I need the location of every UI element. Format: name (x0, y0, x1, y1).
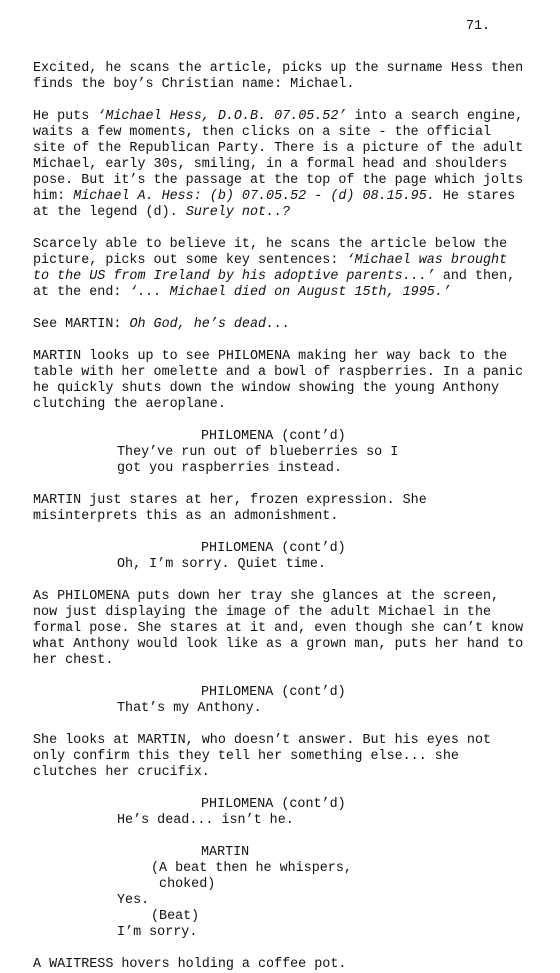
action-paragraph-9 (33, 957, 533, 973)
action-line: misinterprets this as an admonishment. (33, 509, 339, 524)
text-run: and then, (434, 269, 516, 284)
text-run: at the legend (d). (33, 205, 186, 220)
action-line: Scarcely able to believe it, he scans the article below the (33, 237, 508, 252)
action-paragraph-7 (33, 589, 533, 669)
action-line (33, 269, 533, 285)
action-line: he quickly shuts down the window showing the young Anthony (33, 381, 500, 396)
action-line: Excited, he scans the article, picks up the surname Hess then (33, 61, 524, 76)
character-name: PHILOMENA (cont’d) (201, 797, 346, 812)
action-paragraph-5 (33, 349, 533, 413)
action-line: MARTIN looks up to see PHILOMENA making her way back to the (33, 349, 508, 364)
text-run: picture, picks out some key sentences: (33, 253, 347, 268)
action-line: A WAITRESS hovers holding a coffee pot. (33, 957, 347, 972)
action-line: her chest. (33, 653, 114, 668)
character-name: MARTIN (201, 845, 250, 860)
parenthetical: (Beat) (151, 909, 200, 924)
action-line: clutching the aeroplane. (33, 397, 226, 412)
dialogue-block-5 (33, 845, 533, 941)
action-line: waits a few moments, then clicks on a site - the official (33, 125, 492, 140)
dialogue-line: Yes. (117, 893, 150, 908)
action-line: table with her omelette and a bowl of raspberries. In a panic (33, 365, 524, 380)
dialogue-line: They’ve run out of blueberries so I (117, 445, 399, 460)
text-run: into a search engine, (346, 109, 524, 124)
italic-text-run: ‘Michael Hess, D.O.B. 07.05.52’ (97, 109, 347, 124)
action-line (33, 317, 533, 333)
action-line: As PHILOMENA puts down her tray she glances at the screen, (33, 589, 500, 604)
action-paragraph-1 (33, 61, 533, 93)
action-line: what Anthony would look like as a grown man, puts her hand to (33, 637, 524, 652)
dialogue-block-1 (33, 429, 533, 477)
action-line: Michael, early 30s, smiling, in a formal head and shoulders (33, 157, 508, 172)
parenthetical: (A beat then he whispers, (151, 861, 352, 876)
text-run: He puts (33, 109, 98, 124)
text-run: He stares (434, 189, 516, 204)
dialogue-block-4 (33, 797, 533, 829)
parenthetical: choked) (151, 877, 216, 892)
dialogue-line: got you raspberries instead. (117, 461, 342, 476)
text-run: See MARTIN: (33, 317, 130, 332)
dialogue-line: I’m sorry. (117, 925, 198, 940)
action-line: now just displaying the image of the adult Michael in the (33, 605, 492, 620)
dialogue-block-2 (33, 541, 533, 573)
action-paragraph-4 (33, 317, 533, 333)
script-content (33, 61, 533, 973)
action-line (33, 205, 533, 221)
italic-text-run: Oh God, he’s dead... (129, 317, 291, 332)
italic-text-run: Michael A. Hess: (b) 07.05.52 - (d) 08.15.95. (73, 189, 435, 204)
italic-text-run: to the US from Ireland by his adoptive parents...’ (33, 269, 435, 284)
action-line: pose. But it’s the passage at the top of the page which jolts (33, 173, 524, 188)
dialogue-line: Oh, I’m sorry. Quiet time. (117, 557, 326, 572)
action-line: only confirm this they tell her something else... she (33, 749, 459, 764)
action-line: site of the Republican Party. There is a picture of the adult (33, 141, 524, 156)
action-line (33, 189, 533, 205)
character-name: PHILOMENA (cont’d) (201, 685, 346, 700)
action-line: clutches her crucifix. (33, 765, 210, 780)
dialogue-block-3 (33, 685, 533, 717)
italic-text-run: Surely not..? (185, 205, 291, 220)
italic-text-run: ‘... Michael died on August 15th, 1995.’ (129, 285, 451, 300)
character-name: PHILOMENA (cont’d) (201, 429, 346, 444)
action-paragraph-6 (33, 493, 533, 525)
action-line: formal pose. She stares at it and, even though she can’t know (33, 621, 524, 636)
action-paragraph-2 (33, 109, 533, 221)
action-line: She looks at MARTIN, who doesn’t answer. But his eyes not (33, 733, 492, 748)
action-paragraph-3 (33, 237, 533, 301)
italic-text-run: ‘Michael was brought (346, 253, 508, 268)
text-run: him: (33, 189, 74, 204)
action-line (33, 253, 533, 269)
action-line (33, 285, 533, 301)
dialogue-line: He’s dead... isn’t he. (117, 813, 294, 828)
page-number: 71. (466, 19, 491, 34)
character-name: PHILOMENA (cont’d) (201, 541, 346, 556)
dialogue-line: That’s my Anthony. (117, 701, 262, 716)
action-line: finds the boy’s Christian name: Michael. (33, 77, 355, 92)
action-line: MARTIN just stares at her, frozen expression. She (33, 493, 427, 508)
action-line (33, 109, 533, 125)
text-run: at the end: (33, 285, 130, 300)
action-paragraph-8 (33, 733, 533, 781)
